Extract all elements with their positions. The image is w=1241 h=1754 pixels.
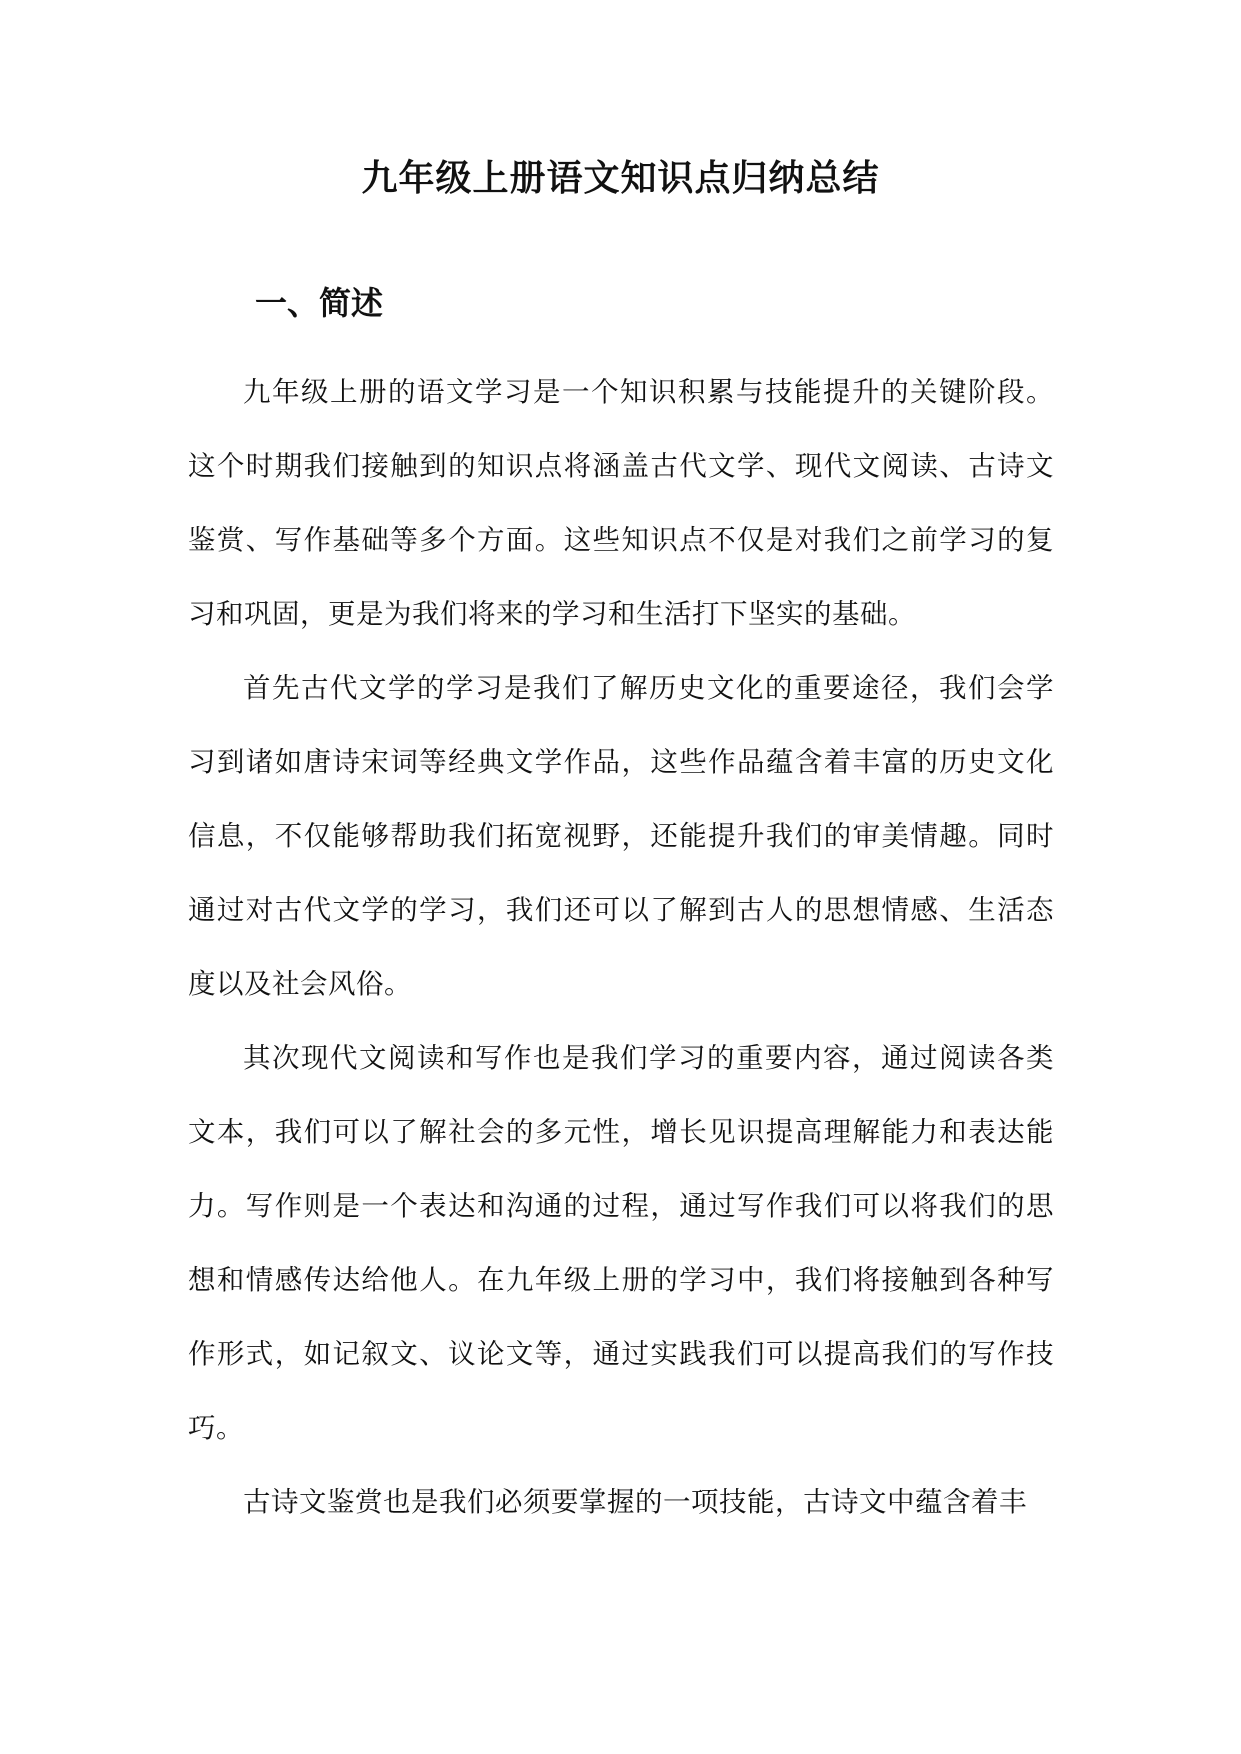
- document-title: 九年级上册语文知识点归纳总结: [361, 157, 880, 199]
- section-heading: 一、简述: [255, 284, 384, 322]
- paragraph: 其次现代文阅读和写作也是我们学习的重要内容，通过阅读各类文本，我们可以了解社会的多元性，增长见识提高理解能力和表达能力。写作则是一个表达和沟通的过程，通过写作我们可以将我们的思想和情感传达给他人。在九年级上册的学习中，我们将接触到各种写作形式，如记叙文、议论文等，通过实践我们可以提高我们的写作技巧。: [188, 1042, 1054, 1444]
- document-body: [188, 355, 1054, 1539]
- paragraph: 九年级上册的语文学习是一个知识积累与技能提升的关键阶段。这个时期我们接触到的知识点将涵盖古代文学、现代文阅读、古诗文鉴赏、写作基础等多个方面。这些知识点不仅是对我们之前学习的复习和巩固，更是为我们将来的学习和生活打下坚实的基础。: [188, 376, 1054, 630]
- paragraph: 古诗文鉴赏也是我们必须要掌握的一项技能，古诗文中蕴含着丰: [243, 1486, 1027, 1518]
- paragraph: 首先古代文学的学习是我们了解历史文化的重要途径，我们会学习到诸如唐诗宋词等经典文学作品，这些作品蕴含着丰富的历史文化信息，不仅能够帮助我们拓宽视野，还能提升我们的审美情趣。同时通过对古代文学的学习，我们还可以了解到古人的思想情感、生活态度以及社会风俗。: [188, 672, 1054, 1000]
